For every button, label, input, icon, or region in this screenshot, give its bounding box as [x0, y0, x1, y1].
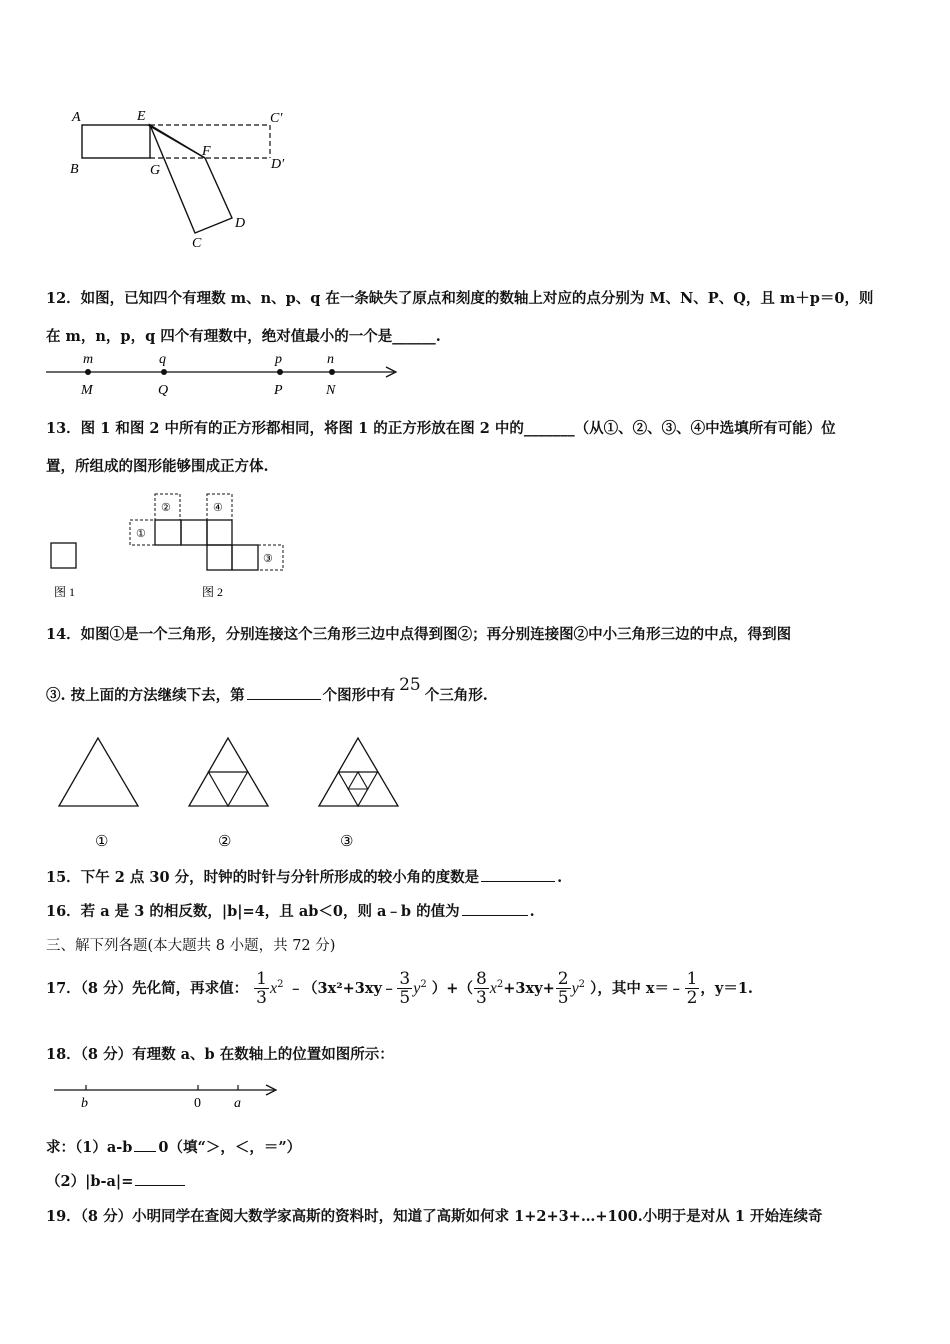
- x-var: x: [269, 979, 278, 997]
- folded-rectangle-figure: [60, 105, 310, 255]
- q14-text-a: ③. 按上面的方法继续下去，第: [46, 687, 245, 704]
- q18-ask1-b: 0（填“＞，＜，＝”）: [158, 1139, 302, 1156]
- q16-text-a: 16．若 a 是 3 的相反数，|b|=4，且 ab＜0，则 a﹣b 的值为: [46, 903, 460, 920]
- q13-line2: 置，所组成的图形能够围成正方体.: [46, 458, 269, 475]
- marker-4: ④: [213, 502, 223, 514]
- point-p: [277, 369, 283, 375]
- triangle-1: [59, 738, 138, 806]
- q18-text: 18．（8 分）有理数 a、b 在数轴上的位置如图所示：: [46, 1046, 394, 1063]
- q17-prefix: 17．（8 分）先化简，再求值：: [46, 979, 249, 997]
- net-square-3: [207, 520, 232, 545]
- point-q: [161, 369, 167, 375]
- net-square-2: [181, 520, 207, 545]
- label-upper-n: N: [326, 383, 336, 398]
- label-p: p: [275, 352, 282, 367]
- caption-2: ②: [218, 834, 232, 850]
- label-q: q: [159, 352, 166, 367]
- number-line-ab: [48, 1078, 288, 1114]
- label-n: n: [327, 352, 334, 367]
- label-e: E: [137, 109, 146, 124]
- label-c: C: [192, 236, 202, 251]
- y-var: y: [413, 979, 421, 997]
- point-n: [329, 369, 335, 375]
- fig1-caption: 图 1: [54, 585, 76, 599]
- section3-title: 三、解下列各题(本大题共 8 小题，共 72 分): [46, 938, 336, 954]
- label-upper-p: P: [274, 383, 283, 398]
- fig2-caption: 图 2: [202, 585, 224, 599]
- q17-tail: ，y＝1.: [700, 979, 753, 997]
- marker-1: ①: [136, 528, 146, 540]
- q18-ask2: [46, 1170, 187, 1191]
- q15: [46, 866, 562, 887]
- label-g: G: [150, 163, 161, 178]
- q14-text-c: 个三角形.: [424, 687, 488, 704]
- q18-ask1-a: 求：（1）a-b: [46, 1139, 133, 1156]
- q17-part3: ）+（: [431, 979, 473, 997]
- y-var-2: y: [571, 979, 579, 997]
- label-c-prime: C′: [270, 111, 283, 126]
- x-exponent: 2: [277, 979, 284, 990]
- y-exponent: 2: [420, 979, 427, 990]
- q12-line1: 12．如图，已知四个有理数 m、n、p、q 在一条缺失了原点和刻度的数轴上对应的点分别为 M、N、P、Q，且 m＋p＝0，则: [46, 290, 874, 307]
- frac-2-5: $\frac{2}{5}$: [557, 969, 569, 1009]
- label-d: D: [235, 216, 246, 231]
- net-square-4: [207, 545, 232, 570]
- triangle-sequence: [50, 730, 430, 855]
- frac-3-5: $\frac{3}{5}$: [399, 969, 411, 1009]
- q17-where: ），其中 x＝﹣: [590, 979, 684, 997]
- number-line-mnpq: [44, 350, 404, 400]
- label-upper-q: Q: [158, 383, 169, 398]
- x-exponent-2: 2: [496, 979, 504, 990]
- folded-part: [150, 125, 232, 233]
- caption-1: ①: [95, 834, 109, 850]
- label-b: b: [81, 1096, 88, 1111]
- marker-2: ②: [161, 502, 171, 514]
- q14-line1: 14．如图①是一个三角形，分别连接这个三角形三边中点得到图②；再分别连接图②中小三角形三边的中点，得到图: [46, 626, 792, 643]
- triangle-3: [319, 738, 398, 806]
- label-0: 0: [194, 1096, 201, 1111]
- fig1-square: [51, 543, 76, 568]
- label-f: F: [202, 144, 211, 159]
- label-a: A: [72, 110, 81, 125]
- label-m: m: [83, 352, 94, 367]
- q16-blank: [462, 914, 528, 916]
- q15-text-b: .: [557, 869, 563, 886]
- point-m: [85, 369, 91, 375]
- frac-8-3: $\frac{8}{3}$: [475, 969, 487, 1009]
- q12-line2: 在 m，n，p，q 四个有理数中，绝对值最小的一个是______.: [46, 328, 441, 345]
- q18-ask1: [46, 1136, 301, 1157]
- q17-mid: +3xy+: [503, 979, 555, 997]
- q14-line2: [46, 675, 488, 705]
- triangle-2: [189, 738, 268, 806]
- label-a: a: [234, 1096, 241, 1111]
- q14-blank: [247, 698, 321, 700]
- q14-text-b: 个图形中有: [322, 687, 396, 704]
- q17-part2: ﹣（3x²+3xy﹣: [288, 979, 397, 997]
- frac-1-2: $\frac{1}{2}$: [686, 969, 698, 1009]
- q18-ask2-text: （2）|b-a|=: [46, 1173, 134, 1190]
- q17: [46, 960, 753, 1010]
- q13-line1: 13．图 1 和图 2 中所有的正方形都相同，将图 1 的正方形放在图 2 中的_______（从①、②、③、④中选填所有可能）位: [46, 420, 836, 437]
- q18-blank-2: [135, 1184, 185, 1186]
- marker-3: ③: [263, 553, 273, 565]
- q14-count: 25: [399, 675, 421, 695]
- label-d-prime: D′: [271, 157, 285, 172]
- q19-text: 19．（8 分）小明同学在查阅大数学家高斯的资料时，知道了高斯如何求 1+2+3+…+100.小明于是对从 1 开始连续奇: [46, 1208, 823, 1225]
- label-upper-m: M: [81, 383, 93, 398]
- q15-blank: [481, 880, 555, 882]
- frac-1-3: $\frac{1}{3}$: [256, 969, 267, 1009]
- q18-blank-1: [134, 1150, 156, 1152]
- q15-text-a: 15．下午 2 点 30 分，时钟的时针与分针所形成的较小角的度数是: [46, 869, 480, 886]
- net-square-5: [232, 545, 258, 570]
- caption-3: ③: [340, 834, 354, 850]
- q16-text-b: .: [529, 903, 535, 920]
- rectangle-abge: [82, 125, 150, 158]
- y-exponent-2: 2: [578, 979, 586, 990]
- x-var-2: x: [489, 979, 497, 997]
- q16: [46, 900, 535, 921]
- net-square-1: [155, 520, 181, 545]
- cube-net-figures: [44, 488, 294, 603]
- label-b: B: [70, 162, 79, 177]
